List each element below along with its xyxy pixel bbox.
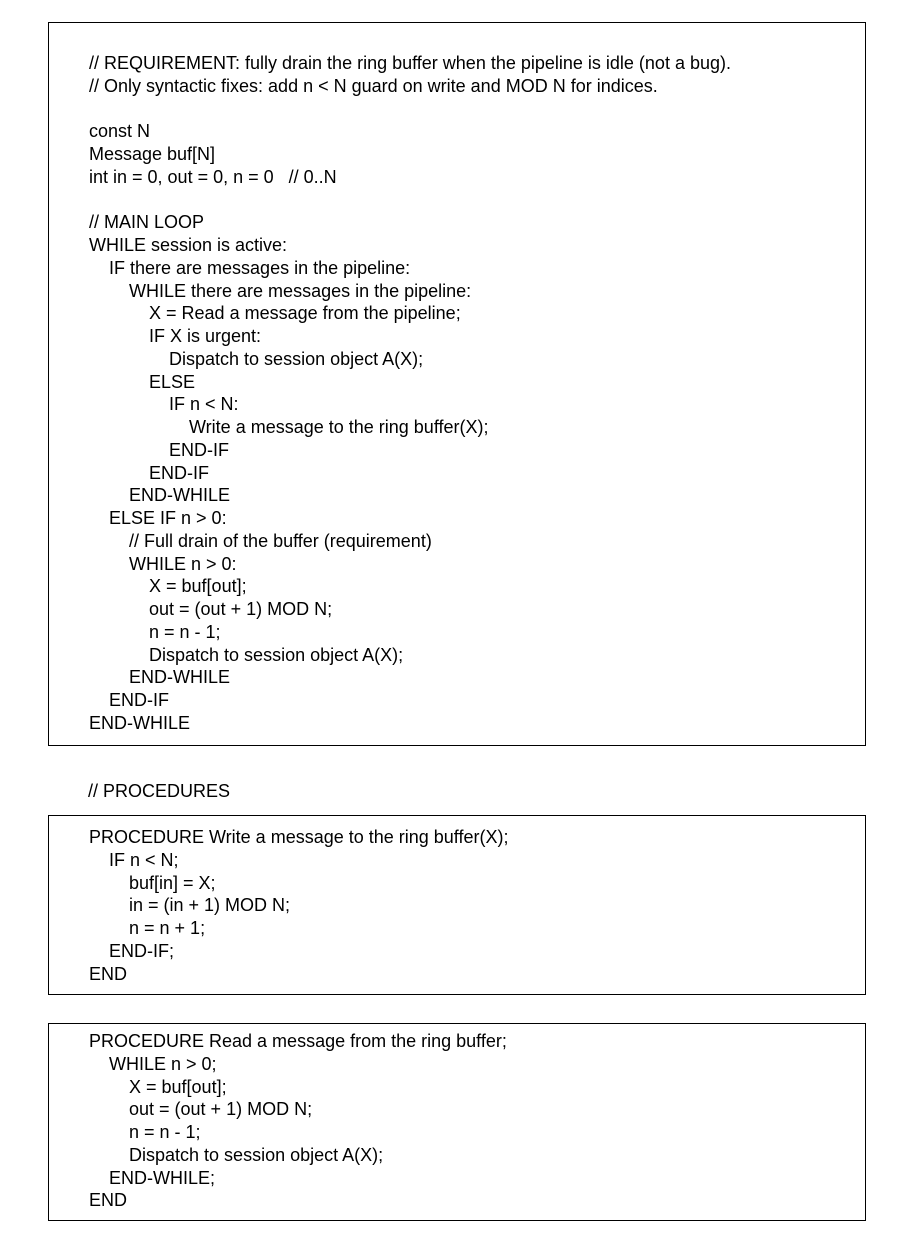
code-line: END-WHILE xyxy=(89,485,231,506)
code-line: Message buf[N] xyxy=(89,144,216,164)
code-line: int in = 0, out = 0, n = 0 // 0..N xyxy=(89,166,337,187)
procedures-heading: // PROCEDURES xyxy=(88,781,231,801)
code-line: END-IF xyxy=(89,690,169,710)
code-line: END-WHILE; xyxy=(89,1167,216,1188)
code-line: out = (out + 1) MOD N; xyxy=(89,599,333,619)
code-line: Dispatch to session object A(X); xyxy=(89,348,424,369)
code-line: X = buf[out]; xyxy=(89,576,247,597)
code-line: IF n < N; xyxy=(89,849,179,870)
code-line: WHILE session is active: xyxy=(89,235,288,255)
code-line: X = buf[out]; xyxy=(89,1076,227,1097)
code-line: END-WHILE xyxy=(89,667,231,688)
code-line: n = n - 1; xyxy=(89,621,221,642)
code-line: // Full drain of the buffer (requirement) xyxy=(89,530,432,551)
code-line: const N xyxy=(89,121,151,142)
code-line: // MAIN LOOP xyxy=(89,212,205,233)
code-line: END xyxy=(89,963,128,984)
code-line: END-IF xyxy=(89,462,210,483)
code-line: Dispatch to session object A(X); xyxy=(89,644,404,665)
code-line: PROCEDURE Read a message from the ring buffer; xyxy=(89,1031,507,1051)
main-code-block xyxy=(48,22,866,746)
code-line: PROCEDURE Write a message to the ring buffer(X); xyxy=(89,827,509,847)
code-line: WHILE n > 0: xyxy=(89,553,237,574)
code-line: WHILE n > 0; xyxy=(89,1053,217,1074)
read-procedure-lines xyxy=(89,1030,507,1212)
code-line: IF n < N: xyxy=(89,394,239,415)
code-line xyxy=(89,98,731,121)
code-line: ELSE IF n > 0: xyxy=(89,508,227,528)
code-line: X = Read a message from the pipeline; xyxy=(89,303,461,324)
code-line: Write a message to the ring buffer(X); xyxy=(89,417,489,437)
code-line: n = n - 1; xyxy=(89,1122,201,1142)
code-line: IF X is urgent: xyxy=(89,326,262,346)
main-code-lines xyxy=(89,52,731,735)
code-line: END-IF xyxy=(89,439,230,460)
code-line: in = (in + 1) MOD N; xyxy=(89,895,291,916)
code-line: Dispatch to session object A(X); xyxy=(89,1144,384,1165)
code-line: out = (out + 1) MOD N; xyxy=(89,1099,313,1120)
code-line: END-IF; xyxy=(89,940,174,961)
code-line: n = n + 1; xyxy=(89,918,206,938)
write-procedure-lines xyxy=(89,826,508,985)
code-line: ELSE xyxy=(89,371,196,392)
code-line: // REQUIREMENT: fully drain the ring buffer when the pipeline is idle (not a bug). xyxy=(89,53,731,73)
code-line: END-WHILE xyxy=(89,712,191,733)
code-line: END xyxy=(89,1190,128,1211)
code-line: buf[in] = X; xyxy=(89,872,216,893)
code-line: WHILE there are messages in the pipeline: xyxy=(89,280,472,301)
code-line: // Only syntactic fixes: add n < N guard on write and MOD N for indices. xyxy=(89,75,658,96)
code-line xyxy=(89,189,731,212)
code-line: IF there are messages in the pipeline: xyxy=(89,257,411,278)
read-procedure-block xyxy=(48,1023,866,1221)
write-procedure-block xyxy=(48,815,866,995)
